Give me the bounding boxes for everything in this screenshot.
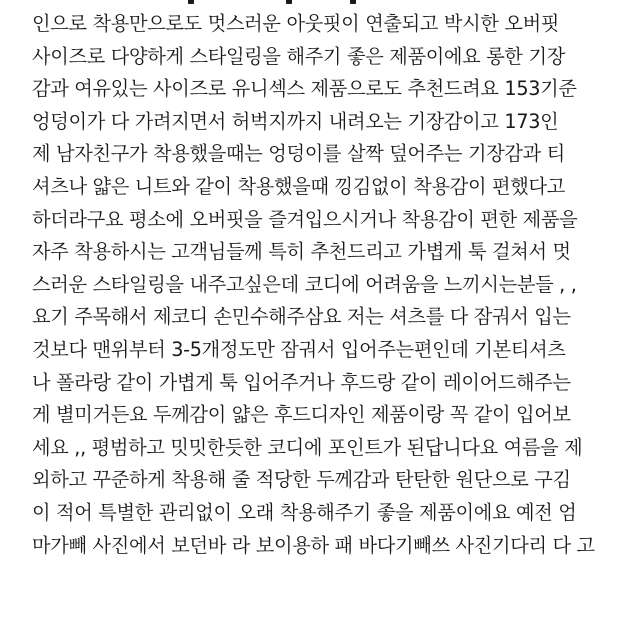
text-line-5: 제 남자친구가 착용했을때는 엉덩이를 살짝 덮어주는 기장감과 티	[32, 142, 565, 166]
text-line-17: 마가빼 사진에서 보던바 라 보이용하 패 바다기빼쓰 사진기다리 다 고	[32, 533, 595, 557]
text-line-1: 인으로 착용만으로도 멋스러운 아웃핏이 연출되고 박시한 오버핏	[32, 12, 560, 35]
cropped-glyph	[350, 0, 356, 4]
text-line-14: 세요 ,, 평범하고 밋밋한듯한 코디에 포인트가 된답니다요 여름을 제	[32, 435, 583, 459]
text-line-16: 이 적어 특별한 관리없이 오래 착용해주기 좋을 제품이에요 예전 엄	[32, 500, 577, 524]
cropped-glyph	[286, 0, 292, 4]
text-line-2: 사이즈로 다양하게 스타일링을 해주기 좋은 제품이에요 롱한 기장	[32, 44, 565, 68]
text-line-4: 엉덩이가 다 가려지면서 허벅지까지 내려오는 기장감이고 173인	[32, 109, 559, 133]
text-line-10: 요기 주목해서 제코디 손민수해주삼요 저는 셔츠를 다 잠궈서 입는	[32, 305, 571, 329]
text-line-11: 것보다 맨위부터 3-5개정도만 잠궈서 입어주는편인데 기본티셔츠	[32, 337, 566, 361]
text-line-3: 감과 여유있는 사이즈로 유니섹스 제품으로도 추천드려요 153기준	[32, 77, 577, 101]
review-text	[32, 8, 612, 562]
text-line-15: 외하고 꾸준하게 착용해 줄 적당한 두께감과 탄탄한 원단으로 구김	[32, 468, 571, 492]
text-line-13: 게 별미거든요 두께감이 얇은 후드디자인 제품이랑 꼭 같이 입어보	[32, 403, 571, 427]
text-line-9: 스러운 스타일링을 내주고싶은데 코디에 어려움을 느끼시는분들 , ,	[32, 272, 577, 296]
text-line-8: 자주 착용하시는 고객님들께 특히 추천드리고 가볍게 툭 걸쳐서 멋	[32, 240, 571, 264]
cropped-previous-line	[0, 0, 624, 8]
text-line-12: 나 폴라랑 같이 가볍게 툭 입어주거나 후드랑 같이 레이어드해주는	[32, 370, 571, 394]
text-line-6: 셔츠나 얇은 니트와 같이 착용했을때 낑김없이 착용감이 편했다고	[32, 174, 565, 198]
cropped-glyph	[188, 0, 194, 4]
text-line-7: 하더라구요 평소에 오버핏을 즐겨입으시거나 착용감이 편한 제품을	[32, 207, 578, 231]
